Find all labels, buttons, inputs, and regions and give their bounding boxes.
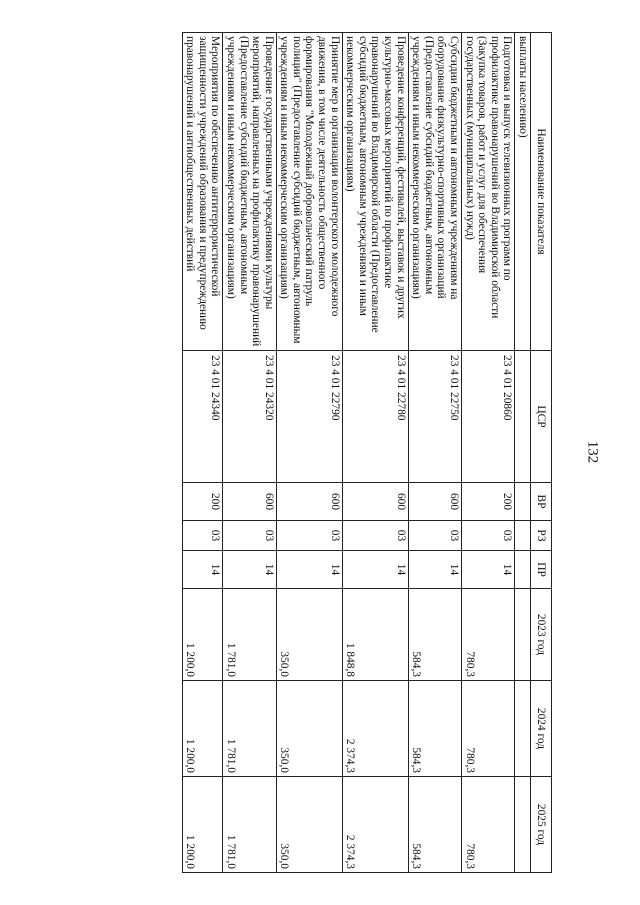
row-rz <box>515 521 531 551</box>
row-csr: 23 4 01 22780 <box>342 351 408 483</box>
table-row <box>276 33 342 873</box>
header-2025: 2025 год <box>531 777 552 873</box>
row-vr: 600 <box>276 483 342 521</box>
budget-table <box>182 32 552 873</box>
header-2023: 2023 год <box>531 589 552 681</box>
row-2025 <box>515 777 531 873</box>
row-2025: 1 200,0 <box>182 777 223 873</box>
row-2023 <box>515 589 531 681</box>
row-2023: 584,3 <box>408 589 461 681</box>
row-vr: 200 <box>462 483 515 521</box>
table-row <box>342 33 408 873</box>
row-name: Принятие мер в организации волонтерского молодежного движения, в том числе деятельность общественного формирования "Молодежный добровольческий патруль полиции" (Предоставление субсидий бюджетным, автономным учреждениям и иным некоммерческим организациям) <box>276 33 342 351</box>
row-2023: 1 848,8 <box>342 589 408 681</box>
row-csr: 23 4 01 22790 <box>276 351 342 483</box>
row-pr: 14 <box>408 551 461 589</box>
row-2025: 2 374,3 <box>342 777 408 873</box>
row-vr <box>515 483 531 521</box>
header-2024: 2024 год <box>531 681 552 777</box>
row-csr: 23 4 01 22750 <box>408 351 461 483</box>
row-2023: 350,0 <box>276 589 342 681</box>
header-rz: РЗ <box>531 521 552 551</box>
row-pr: 14 <box>276 551 342 589</box>
row-rz: 03 <box>408 521 461 551</box>
row-pr: 14 <box>342 551 408 589</box>
row-vr: 600 <box>408 483 461 521</box>
row-2025: 350,0 <box>276 777 342 873</box>
row-2024 <box>515 681 531 777</box>
page-number: 132 <box>584 440 601 464</box>
row-2023: 1 781,0 <box>223 589 276 681</box>
table-row <box>408 33 461 873</box>
row-csr: 23 4 01 24320 <box>223 351 276 483</box>
row-rz: 03 <box>342 521 408 551</box>
row-vr: 200 <box>182 483 223 521</box>
row-name: Субсидии бюджетным и автономным учреждениям на оборудование физкультурно-спортивных организаций (Предоставление субсидий бюджетным, автономным учреждениям и иным некоммерческим организациям) <box>408 33 461 351</box>
row-pr: 14 <box>182 551 223 589</box>
table-header-row <box>531 33 552 873</box>
row-2025: 1 781,0 <box>223 777 276 873</box>
row-name: Проведение конференций, фестивалей, выставок и других культурно-массовых мероприятий по профилактике правонарушений во Владимирской области (Предоставление субсидий бюджетным, автономным учреждениям и иным некоммерческим организациям) <box>342 33 408 351</box>
row-rz: 03 <box>462 521 515 551</box>
row-2025: 584,3 <box>408 777 461 873</box>
row-name: Проведение государственными учреждениями культуры мероприятий, направленных на профилактику правонарушений (Предоставление субсидий бюджетным, автономным учреждениям и иным некоммерческим организациям) <box>223 33 276 351</box>
table-row <box>515 33 531 873</box>
row-csr <box>515 351 531 483</box>
row-pr: 14 <box>462 551 515 589</box>
row-name: выплаты населению) <box>515 33 531 351</box>
budget-table-container <box>62 32 552 872</box>
row-csr: 23 4 01 24340 <box>182 351 223 483</box>
row-2025: 780,3 <box>462 777 515 873</box>
row-2024: 1 200,0 <box>182 681 223 777</box>
row-vr: 600 <box>342 483 408 521</box>
header-name: Наименование показателя <box>531 33 552 351</box>
row-rz: 03 <box>182 521 223 551</box>
header-csr: ЦСР <box>531 351 552 483</box>
row-2024: 780,3 <box>462 681 515 777</box>
row-pr: 14 <box>223 551 276 589</box>
row-vr: 600 <box>223 483 276 521</box>
header-vr: ВР <box>531 483 552 521</box>
row-2024: 584,3 <box>408 681 461 777</box>
row-2023: 780,3 <box>462 589 515 681</box>
row-name: Мероприятия по обеспечению антитеррористической защищенности учреждений образования и предупреждению правонарушений и антиобщественных действий <box>182 33 223 351</box>
row-2023: 1 200,0 <box>182 589 223 681</box>
table-row <box>223 33 276 873</box>
table-row <box>182 33 223 873</box>
row-csr: 23 4 01 20860 <box>462 351 515 483</box>
header-pr: ПР <box>531 551 552 589</box>
row-2024: 350,0 <box>276 681 342 777</box>
table-row <box>462 33 515 873</box>
row-2024: 1 781,0 <box>223 681 276 777</box>
row-name: Подготовка и выпуск телевизионных программ по профилактике правонарушений во Владимирской области (Закупка товаров, работ и услуг для обеспечения государственных (муниципальных) нужд) <box>462 33 515 351</box>
row-rz: 03 <box>223 521 276 551</box>
row-2024: 2 374,3 <box>342 681 408 777</box>
row-rz: 03 <box>276 521 342 551</box>
row-pr <box>515 551 531 589</box>
